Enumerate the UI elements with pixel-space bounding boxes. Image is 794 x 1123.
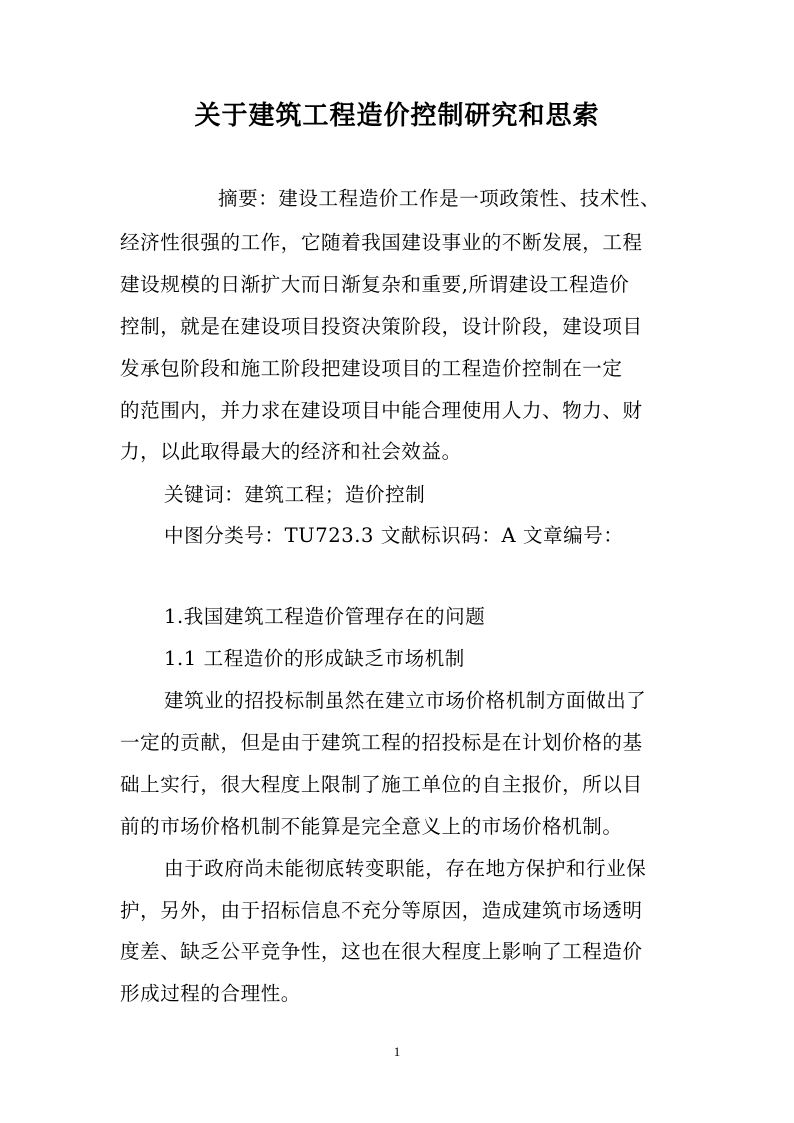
- paragraph-line: 由于政府尚未能彻底转变职能，存在地方保护和行业保: [164, 857, 647, 880]
- section-heading: 1.我国建筑工程造价管理存在的问题: [164, 605, 486, 628]
- abstract-line: 力，以此取得最大的经济和社会效益。: [120, 440, 462, 463]
- document-title: 关于建筑工程造价控制研究和思索: [194, 101, 600, 131]
- classification-line: 中图分类号：TU723.3 文献标识码：A 文章编号：: [164, 524, 624, 547]
- abstract-line: 控制，就是在建设项目投资决策阶段，设计阶段，建设项目: [120, 315, 643, 338]
- abstract-line: 建设规模的日渐扩大而日渐复杂和重要,所谓建设工程造价: [120, 273, 630, 296]
- abstract-line: 发承包阶段和施工阶段把建设项目的工程造价控制在一定: [120, 357, 623, 380]
- paragraph-line: 度差、缺乏公平竞争性，这也在很大程度上影响了工程造价: [120, 940, 643, 963]
- abstract-line: 的范围内，并力求在建设项目中能合理使用人力、物力、财: [120, 399, 643, 422]
- paragraph-line: 护，另外，由于招标信息不充分等原因，造成建筑市场透明: [120, 899, 643, 922]
- subsection-heading: 1.1 工程造价的形成缺乏市场机制: [164, 647, 465, 670]
- page-number: 1: [393, 1044, 401, 1059]
- keywords-line: 关键词：建筑工程；造价控制: [164, 483, 426, 506]
- abstract-line: 摘要：建设工程造价工作是一项政策性、技术性、: [218, 187, 661, 210]
- paragraph-line: 建筑业的招投标制虽然在建立市场价格机制方面做出了: [164, 689, 647, 712]
- paragraph-line: 础上实行，很大程度上限制了施工单位的自主报价，所以目: [120, 773, 643, 796]
- paragraph-line: 前的市场价格机制不能算是完全意义上的市场价格机制。: [120, 815, 623, 838]
- paragraph-line: 一定的贡献，但是由于建筑工程的招投标是在计划价格的基: [120, 731, 643, 754]
- paragraph-line: 形成过程的合理性。: [120, 982, 301, 1005]
- abstract-line: 经济性很强的工作，它随着我国建设事业的不断发展，工程: [120, 231, 643, 254]
